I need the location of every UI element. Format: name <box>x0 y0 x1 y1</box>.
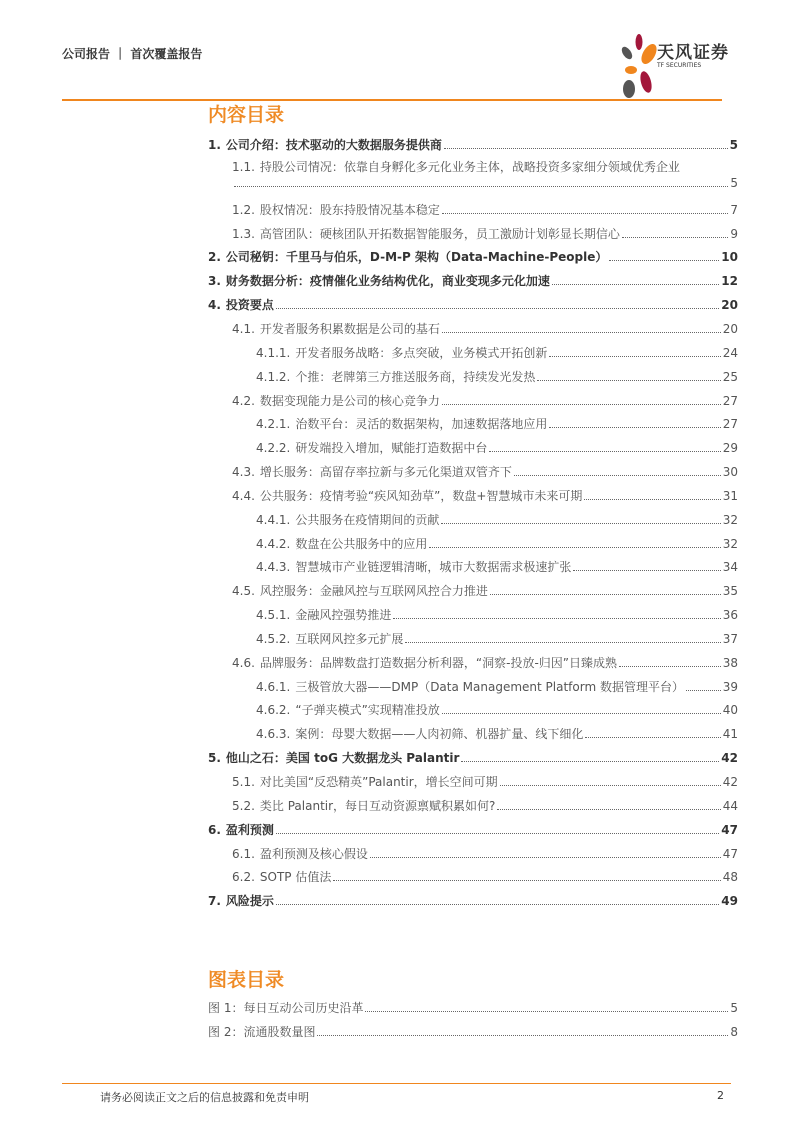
toc-entry-number: 6.1. <box>232 846 255 861</box>
toc-entry-number: 4.4. <box>232 488 255 503</box>
toc-entry-text: 他山之石：美国 toG 大数据龙头 Palantir <box>225 751 460 766</box>
toc-page-number: 47 <box>721 822 738 837</box>
figure-entry-content <box>208 1000 738 1016</box>
toc-entry-text: 风险提示 <box>225 894 274 909</box>
toc-entry-title <box>208 893 274 909</box>
toc-entry-title <box>208 750 459 766</box>
toc-page-number: 37 <box>722 631 738 646</box>
dot-leader <box>573 570 720 571</box>
toc-entry-content <box>256 369 738 385</box>
dot-leader <box>686 690 721 691</box>
toc-entry[interactable] <box>0 651 793 675</box>
toc-entry-number: 4.2.1. <box>256 417 291 432</box>
toc-entry-text: 财务数据分析：疫情催化业务结构优化，商业变现多元化加速 <box>225 274 550 289</box>
toc-entry-text: 品牌服务：品牌数盘打造数据分析利器，“洞察-投放-归因”日臻成熟 <box>259 655 618 670</box>
toc-entry-content <box>232 159 738 191</box>
toc-entry-number: 5.2. <box>232 798 255 813</box>
toc-page-number: 5 <box>729 137 738 152</box>
figure-list <box>0 996 793 1044</box>
toc-entry[interactable] <box>0 842 793 866</box>
toc-entry-text: 智慧城市产业链逻辑清晰，城市大数据需求极速扩张 <box>295 560 572 575</box>
toc-entry-content <box>208 893 738 909</box>
toc-entry[interactable] <box>0 627 793 651</box>
toc-entry-content <box>208 249 738 265</box>
toc-page-number: 36 <box>722 608 738 623</box>
toc-page-number: 42 <box>721 751 738 766</box>
dot-leader <box>619 666 721 667</box>
toc-entry-content <box>232 226 738 242</box>
toc-page-number: 32 <box>722 536 738 551</box>
toc-entry-title <box>256 726 583 742</box>
dot-leader <box>489 451 720 452</box>
toc-entry-content <box>256 512 738 528</box>
toc-entry-content <box>256 559 738 575</box>
dot-leader <box>609 260 719 261</box>
toc-entry-title <box>256 702 440 718</box>
toc-entry-number: 4. <box>208 298 221 313</box>
toc-entry-number: 3. <box>208 274 221 289</box>
toc-entry[interactable] <box>0 436 793 460</box>
toc-entry-content <box>232 488 738 504</box>
toc-entry-text: 高管团队：硬核团队开拓数据智能服务，员工激励计划彰显长期信心 <box>259 226 620 241</box>
dot-leader <box>497 809 720 810</box>
toc-entry-text: 金融风控强势推进 <box>295 608 392 623</box>
dot-leader <box>442 332 721 333</box>
dot-leader <box>365 1011 728 1012</box>
toc-page-number: 30 <box>722 465 738 480</box>
figure-entry-text: 图 1：每日互动公司历史沿革 <box>208 1000 364 1015</box>
figure-entry-content <box>208 1024 738 1040</box>
dot-leader <box>276 308 719 309</box>
dot-leader <box>584 499 720 500</box>
toc-entry-content <box>232 846 738 862</box>
toc-entry-content <box>232 464 738 480</box>
dot-leader <box>276 833 719 834</box>
dot-leader <box>405 642 720 643</box>
toc-entry-number: 1.3. <box>232 226 255 241</box>
toc-entry-content <box>256 536 738 552</box>
toc-entry-number: 4.6.2. <box>256 703 291 718</box>
toc-page-number: 31 <box>722 488 738 503</box>
toc-page-number: 34 <box>722 560 738 575</box>
toc-entry[interactable] <box>0 269 793 293</box>
toc-page-number: 48 <box>722 870 738 885</box>
toc-entry-title <box>232 321 440 337</box>
dot-leader <box>442 404 721 405</box>
dot-leader <box>444 148 728 149</box>
toc-entry-content <box>256 702 738 718</box>
toc-entry[interactable] <box>0 317 793 341</box>
toc-entry-title <box>232 202 440 218</box>
toc-entry[interactable] <box>0 341 793 365</box>
dot-leader <box>317 1035 728 1036</box>
dot-leader <box>537 380 720 381</box>
toc-entry-number: 4.1. <box>232 321 255 336</box>
toc-title: 内容目录 <box>208 104 285 126</box>
toc-page-number: 25 <box>722 369 738 384</box>
toc-entry[interactable] <box>0 412 793 436</box>
toc-entry-content <box>256 440 738 456</box>
toc-entry-title <box>232 846 368 862</box>
toc-entry-text: 公共服务：疫情考验“疾风知劲草”，数盘+智慧城市未来可期 <box>259 488 583 503</box>
toc-entry-number: 4.4.3. <box>256 560 291 575</box>
toc-entry-number: 7. <box>208 894 221 909</box>
toc-entry-number: 4.5. <box>232 584 255 599</box>
figure-list-title: 图表目录 <box>208 969 285 991</box>
toc-entry-text: 案例：母婴大数据——人肉初筛、机器扩量、线下细化 <box>295 727 584 742</box>
toc-page-number: 27 <box>722 393 738 408</box>
toc-entry-title <box>256 679 684 695</box>
toc-entry-content <box>208 297 738 313</box>
toc-entry-title <box>232 393 440 409</box>
toc-entry-number: 1.1. <box>232 159 255 174</box>
toc-entry-title <box>256 631 403 647</box>
toc-entry-content <box>208 273 738 289</box>
toc-entry-number: 4.3. <box>232 465 255 480</box>
toc-page-number: 7 <box>730 202 738 217</box>
toc-entry-title <box>232 869 331 885</box>
company-logo: 天风证券 TF SECURITIES <box>617 26 737 104</box>
toc-entry-title <box>256 369 535 385</box>
dot-leader <box>461 761 719 762</box>
toc-entry-number: 2. <box>208 250 221 265</box>
toc-entry-title <box>256 440 487 456</box>
toc-entry-content <box>256 416 738 432</box>
toc-entry[interactable] <box>0 293 793 317</box>
toc-entry[interactable] <box>0 222 793 246</box>
dot-leader <box>429 547 720 548</box>
toc-entry-content <box>208 822 738 838</box>
toc-page-number: 42 <box>722 775 738 790</box>
dot-leader <box>442 713 721 714</box>
toc-page-number: 35 <box>722 584 738 599</box>
toc-entry-text: 增长服务：高留存率拉新与多元化渠道双管齐下 <box>259 465 512 480</box>
toc-entry-content <box>232 655 738 671</box>
toc-entry-title <box>232 226 620 242</box>
toc-page-number: 32 <box>722 512 738 527</box>
toc-page-number: 20 <box>722 321 738 336</box>
toc-entry-text: 公共服务在疫情期间的贡献 <box>295 512 440 527</box>
toc-entry-content <box>232 393 738 409</box>
toc-entry-content <box>208 750 738 766</box>
toc-entry-text: 互联网风控多元扩展 <box>295 631 404 646</box>
toc-entry[interactable] <box>0 508 793 532</box>
toc-entry-content <box>208 137 738 153</box>
toc-entry-content <box>256 679 738 695</box>
toc-entry-text: 风控服务：金融风控与互联网风控合力推进 <box>259 584 488 599</box>
toc-entry[interactable] <box>0 484 793 508</box>
figure-entry[interactable] <box>0 996 793 1020</box>
toc-entry-text: 股权情况：股东持股情况基本稳定 <box>259 202 440 217</box>
dot-leader <box>500 785 721 786</box>
toc-entry-text: 对比美国“反恐精英”Palantir，增长空间可期 <box>259 775 498 790</box>
toc-entry-title <box>232 774 498 790</box>
dot-leader <box>234 186 728 187</box>
toc-entry-text: 治数平台：灵活的数据架构，加速数据落地应用 <box>295 417 548 432</box>
toc-entry-content <box>256 607 738 623</box>
toc-entry-text: 公司介绍：技术驱动的大数据服务提供商 <box>225 137 442 152</box>
dot-leader <box>370 857 721 858</box>
toc-entry-content <box>232 321 738 337</box>
toc-entry-text: 类比 Palantir，每日互动资源禀赋积累如何? <box>259 798 496 813</box>
toc-entry[interactable] <box>0 818 793 842</box>
toc-entry[interactable] <box>0 579 793 603</box>
figure-entry[interactable] <box>0 1020 793 1044</box>
disclaimer-note: 请务必阅读正文之后的信息披露和免责申明 <box>100 1091 309 1104</box>
toc-entry[interactable] <box>0 675 793 699</box>
figure-page-number: 5 <box>730 1000 738 1015</box>
toc-entry-title <box>256 607 391 623</box>
toc-entry-text: SOTP 估值法 <box>259 870 332 885</box>
toc-page-number: 29 <box>722 441 738 456</box>
toc-page-number: 38 <box>722 655 738 670</box>
toc-entry-text: “子弹夹模式”实现精准投放 <box>295 703 440 718</box>
toc-entry[interactable] <box>0 198 793 222</box>
toc-entry-content <box>232 583 738 599</box>
toc-entry-number: 4.4.1. <box>256 512 291 527</box>
toc-entry-title <box>256 559 571 575</box>
toc-page-number: 9 <box>730 226 738 241</box>
dot-leader <box>514 475 721 476</box>
toc-entry-number: 4.6.3. <box>256 727 291 742</box>
toc-entry-number: 6.2. <box>232 870 255 885</box>
dot-leader <box>276 904 719 905</box>
toc-entry[interactable] <box>0 532 793 556</box>
toc-entry-title <box>256 416 547 432</box>
toc-entry-text: 数盘在公共服务中的应用 <box>295 536 428 551</box>
toc-entry-number: 5.1. <box>232 775 255 790</box>
toc-entry[interactable] <box>0 794 793 818</box>
dot-leader <box>585 737 720 738</box>
toc-entry-content <box>232 798 738 814</box>
dot-leader <box>442 213 728 214</box>
toc-entry[interactable] <box>0 603 793 627</box>
toc-page-number: 12 <box>721 274 738 289</box>
toc-entry-text: 开发者服务积累数据是公司的基石 <box>259 321 440 336</box>
toc-entry-number: 4.6.1. <box>256 679 291 694</box>
toc-entry-text: 三极管放大器——DMP（Data Management Platform 数据管理平台） <box>295 679 684 694</box>
dot-leader <box>549 356 720 357</box>
toc-entry-content <box>256 345 738 361</box>
flower-logo-icon <box>617 26 657 104</box>
toc-entry[interactable] <box>0 389 793 413</box>
toc-entry-title <box>232 583 488 599</box>
toc-entry-title <box>232 488 582 504</box>
report-type-header: 公司报告 ｜ 首次覆盖报告 <box>62 47 203 61</box>
dot-leader <box>549 427 720 428</box>
toc-entry-number: 1.2. <box>232 202 255 217</box>
toc-entry-number: 4.6. <box>232 655 255 670</box>
toc-entry-content <box>232 202 738 218</box>
toc-entry-title <box>256 512 439 528</box>
figure-entry-text: 图 2：流通股数量图 <box>208 1024 316 1039</box>
toc-entry[interactable] <box>0 865 793 889</box>
toc-entry[interactable] <box>0 460 793 484</box>
toc-entry-number: 4.2.2. <box>256 441 291 456</box>
dot-leader <box>333 880 720 881</box>
toc-entry-number: 4.1.1. <box>256 345 291 360</box>
toc-entry-number: 1. <box>208 137 221 152</box>
page-number: 2 <box>717 1089 724 1102</box>
footer-divider <box>62 1083 731 1084</box>
toc-page-number: 10 <box>721 250 738 265</box>
toc-entry-text: 持股公司情况：依靠自身孵化多元化业务主体，战略投资多家细分领域优秀企业 <box>259 159 680 174</box>
toc-entry-title <box>256 536 427 552</box>
header-divider <box>62 99 722 101</box>
toc-entry-title <box>208 273 550 289</box>
toc-entry-title <box>232 159 738 175</box>
toc-entry[interactable] <box>0 746 793 770</box>
toc-entry-title <box>232 655 617 671</box>
toc-entry[interactable] <box>0 556 793 580</box>
toc-entry-content <box>256 631 738 647</box>
toc-page-number: 44 <box>722 798 738 813</box>
toc-entry-number: 4.5.2. <box>256 631 291 646</box>
toc-entry-text: 开发者服务战略：多点突破，业务模式开拓创新 <box>295 345 548 360</box>
toc-entry[interactable] <box>0 770 793 794</box>
dot-leader <box>490 594 721 595</box>
toc-page-number: 27 <box>722 417 738 432</box>
toc-entry-text: 个推：老牌第三方推送服务商，持续发光发热 <box>295 369 536 384</box>
toc-page-number: 41 <box>722 727 738 742</box>
toc-entry-content <box>232 869 738 885</box>
toc-entry[interactable] <box>0 365 793 389</box>
toc-entry-text: 盈利预测 <box>225 822 274 837</box>
toc-page-number: 39 <box>722 679 738 694</box>
figure-page-number: 8 <box>730 1024 738 1039</box>
toc-entry-content <box>232 774 738 790</box>
toc-entry-title <box>208 249 607 265</box>
toc-entry[interactable] <box>0 722 793 746</box>
toc-entry-number: 6. <box>208 822 221 837</box>
toc-page-number: 49 <box>721 894 738 909</box>
toc-entry-text: 公司秘钥：千里马与伯乐，D-M-P 架构（Data-Machine-People） <box>225 250 608 265</box>
toc-entry[interactable] <box>0 246 793 270</box>
toc-entry-title <box>232 798 495 814</box>
toc-entry[interactable] <box>0 157 793 198</box>
toc-entry-title <box>208 137 442 153</box>
dot-leader <box>622 237 728 238</box>
toc-entry[interactable] <box>0 133 793 157</box>
toc-page-number: 24 <box>722 345 738 360</box>
toc-entry-title <box>208 822 274 838</box>
toc-entry-number: 4.4.2. <box>256 536 291 551</box>
toc-entry-text: 投资要点 <box>225 298 274 313</box>
toc-entry-number: 4.1.2. <box>256 369 291 384</box>
dot-leader <box>393 618 720 619</box>
toc-entry-title <box>232 464 512 480</box>
toc-entry[interactable] <box>0 889 793 913</box>
toc-entry-text: 盈利预测及核心假设 <box>259 846 368 861</box>
toc-page-number: 20 <box>721 298 738 313</box>
table-of-contents <box>0 133 793 913</box>
toc-entry-text: 数据变现能力是公司的核心竞争力 <box>259 393 440 408</box>
dot-leader <box>552 284 719 285</box>
toc-page-number: 47 <box>722 846 738 861</box>
toc-page-number: 40 <box>722 703 738 718</box>
toc-entry-content <box>256 726 738 742</box>
toc-entry-title <box>208 297 274 313</box>
toc-entry[interactable] <box>0 699 793 723</box>
dot-leader <box>441 523 720 524</box>
toc-entry-number: 4.2. <box>232 393 255 408</box>
toc-page-number: 5 <box>730 175 738 190</box>
toc-entry-title <box>256 345 547 361</box>
toc-entry-number: 5. <box>208 751 221 766</box>
toc-entry-text: 研发端投入增加，赋能打造数据中台 <box>295 441 488 456</box>
toc-entry-number: 4.5.1. <box>256 608 291 623</box>
